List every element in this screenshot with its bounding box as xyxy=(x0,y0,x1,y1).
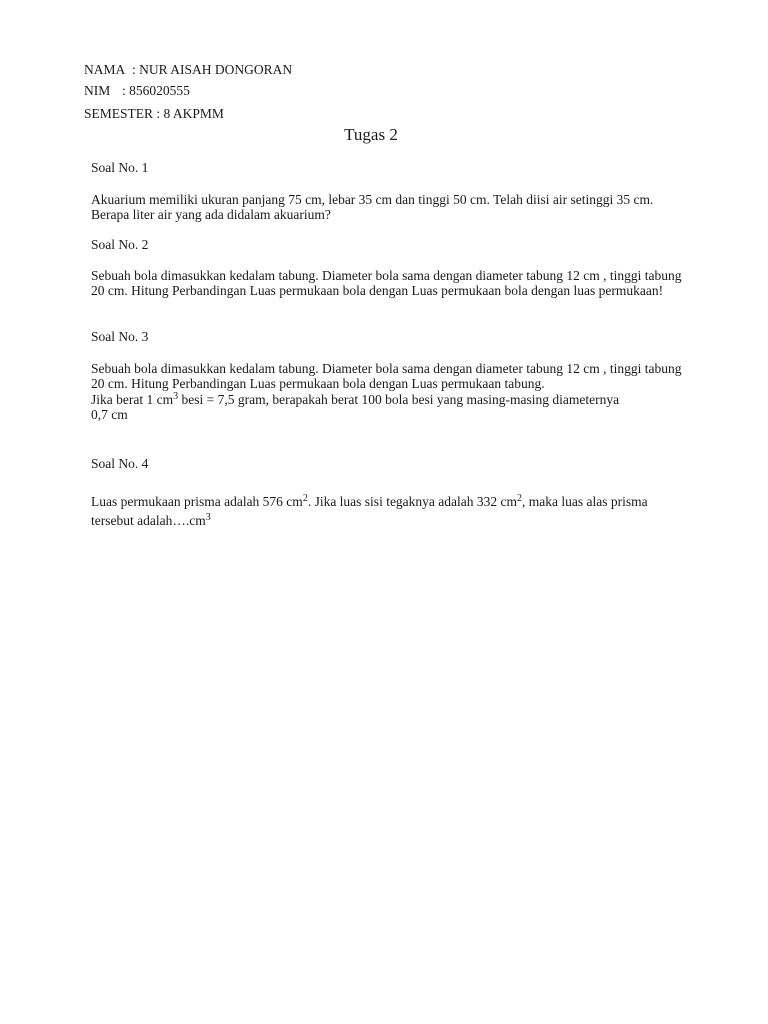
soal-3-heading: Soal No. 3 xyxy=(91,329,149,344)
soal-4-part1: Luas permukaan prisma adalah 576 cm xyxy=(91,494,303,509)
soal-2-paragraph: Sebuah bola dimasukkan kedalam tabung. Diameter bola sama dengan diameter tabung 12 cm , tinggi tabung 20 cm. Hitung Perbandingan Luas permukaan bola dengan Luas permukaan bola dengan luas permukaan! xyxy=(91,268,682,298)
soal-2-heading: Soal No. 2 xyxy=(91,237,149,252)
soal-4-sup3: 3 xyxy=(205,512,211,523)
soal-3-paragraph: Sebuah bola dimasukkan kedalam tabung. Diameter bola sama dengan diameter tabung 12 cm , tinggi tabung 20 cm. Hitung Perbandingan Luas permukaan bola dengan Luas permukaan tabung. xyxy=(91,361,682,391)
soal-2-text xyxy=(91,268,683,298)
soal-3-extra-sup: 3 xyxy=(173,391,179,402)
nim-value: : 856020555 xyxy=(122,83,190,98)
soal-4-sup1: 2 xyxy=(302,493,308,504)
document-title: Tugas 2 xyxy=(344,125,398,144)
semester-label: SEMESTER xyxy=(84,106,154,121)
nama-value: : NUR AISAH DONGORAN xyxy=(132,62,293,77)
soal-3-extra-part1: Jika berat 1 cm xyxy=(91,392,174,407)
nim-label: NIM xyxy=(84,83,111,98)
nim-line xyxy=(84,83,190,99)
soal-1-heading: Soal No. 1 xyxy=(91,160,149,175)
soal-4-part2: . Jika luas sisi tegaknya adalah 332 cm xyxy=(307,494,518,509)
soal-1-paragraph: Akuarium memiliki ukuran panjang 75 cm, lebar 35 cm dan tinggi 50 cm. Telah diisi air setinggi 35 cm. Berapa liter air yang ada didalam akuarium? xyxy=(91,192,654,222)
semester-value: : 8 AKPMM xyxy=(156,106,224,121)
soal-4-part3: , maka luas alas prisma tersebut adalah….cm xyxy=(91,494,648,528)
soal-1-text xyxy=(91,192,683,222)
soal-4-text xyxy=(91,492,683,530)
soal-4-sup2: 2 xyxy=(517,493,523,504)
soal-4-heading: Soal No. 4 xyxy=(91,456,149,471)
nama-line xyxy=(84,62,292,78)
soal-4-paragraph xyxy=(91,492,683,530)
semester-line xyxy=(84,106,224,122)
soal-3-text xyxy=(91,361,683,422)
nama-label: NAMA xyxy=(84,62,126,77)
soal-3-extra-part2: besi = 7,5 gram, berapakah berat 100 bola besi yang masing-masing diameternya 0,7 cm xyxy=(91,392,620,422)
soal-3-extra xyxy=(91,392,631,422)
